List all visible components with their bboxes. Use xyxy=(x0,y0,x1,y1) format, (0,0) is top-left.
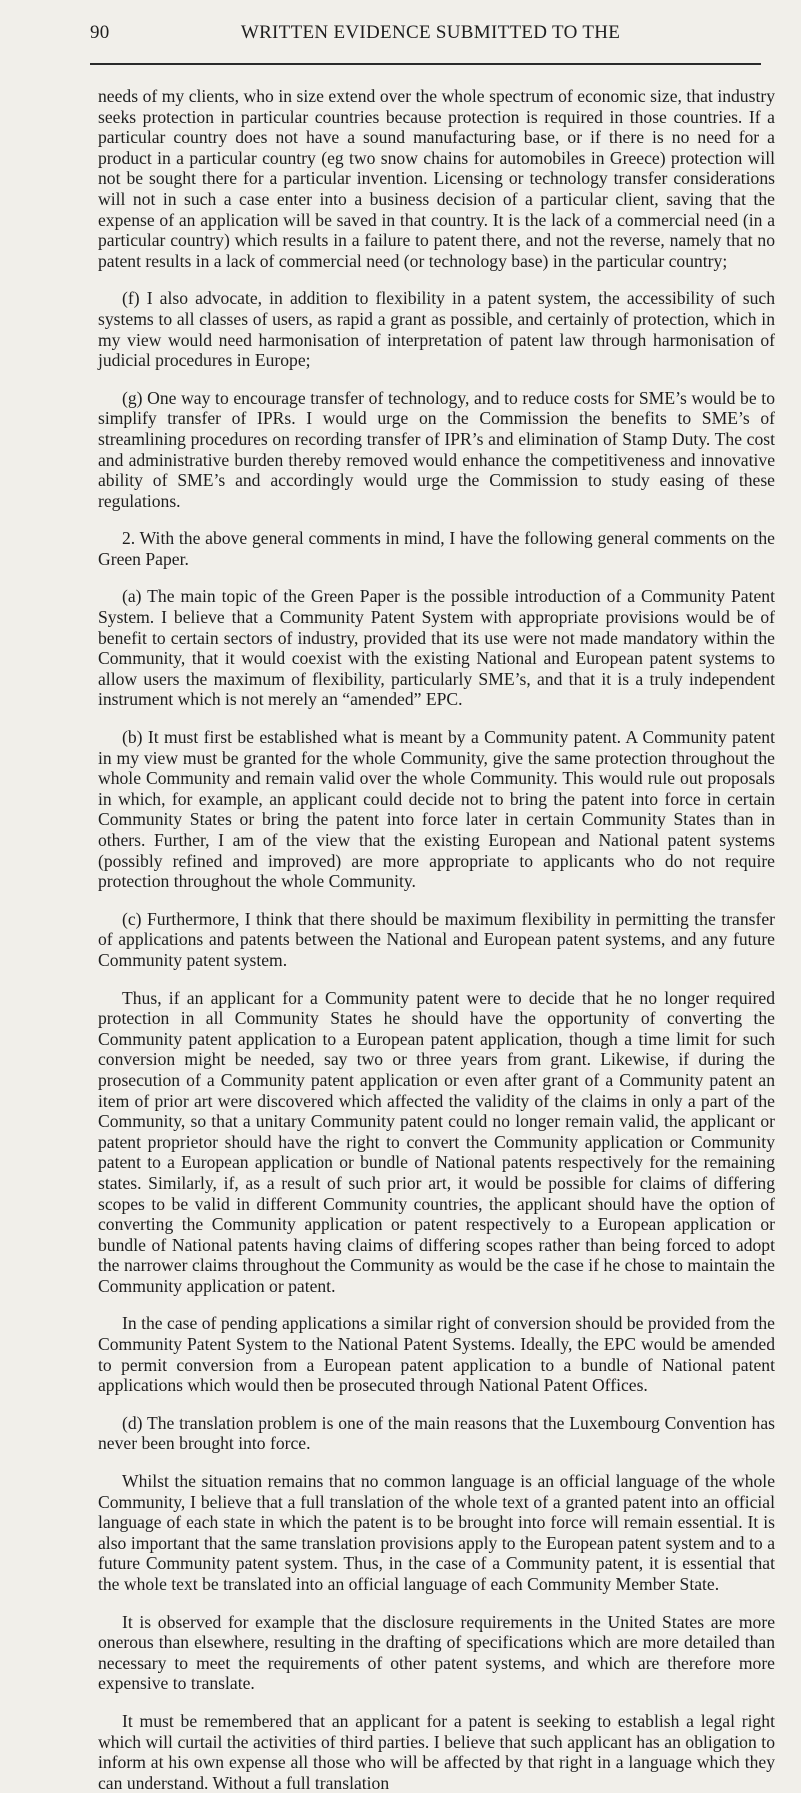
paragraph: (c) Furthermore, I think that there should be maximum flexibility in permitting the transfer of applications and patents between the National and European patent systems, and any future Community patent system. xyxy=(98,908,775,970)
paragraph: It must be remembered that an applicant for a patent is seeking to establish a legal right which will curtail the activities of third parties. I believe that such applicant has an obligation to inform at his own expense all those who will be affected by that right in a language which they can understand. Without a full translation xyxy=(98,1710,775,1793)
running-title: WRITTEN EVIDENCE SUBMITTED TO THE xyxy=(240,22,621,43)
paragraph: Thus, if an applicant for a Community patent were to decide that he no longer required protection in all Community States he should have the opportunity of converting the Community patent application to a European patent application, though a time limit for such conversion might be needed, say two or three years from grant. Likewise, if during the prosecution of a Community patent application or even after grant of a Community patent an item of prior art were discovered which affected the validity of the claims in only a part of the Community, so that a unitary Community patent could no longer remain valid, the applicant or patent proprietor should have the right to convert the Community application or Community patent to a European application or bundle of National patents respectively for the remaining states. Similarly, if, as a result of such prior art, it would be possible for claims of differing scopes to be valid in different Community countries, the applicant should have the option of converting the Community application or patent respectively to a European application or bundle of National patents having claims of differing scopes rather than being forced to adopt the narrower claims throughout the Community as would be the case if he chose to maintain the Community application or patent. xyxy=(98,987,775,1296)
paragraph: (f) I also advocate, in addition to flexibility in a patent system, the accessibility of such systems to all classes of users, as rapid a grant as possible, and certainly of protection, which in my view would need harmonisation of interpretation of patent law through harmonisation of judicial procedures in Europe; xyxy=(98,288,775,371)
page-header xyxy=(90,22,741,44)
paragraph: (g) One way to encourage transfer of technology, and to reduce costs for SME’s would be to simplify transfer of IPRs. I would urge on the Commission the benefits to SME’s of streamlining procedures on recording transfer of IPR’s and elimination of Stamp Duty. The cost and administrative burden thereby removed would enhance the competitiveness and innovative ability of SME’s and accordingly would urge the Commission to study easing of these regulations. xyxy=(98,387,775,511)
paragraph: In the case of pending applications a similar right of conversion should be provided from the Community Patent System to the National Patent Systems. Ideally, the EPC would be amended to permit conversion from a European patent application to a bundle of National patent applications which would then be prosecuted through National Patent Offices. xyxy=(98,1313,775,1396)
paragraph: needs of my clients, who in size extend over the whole spectrum of economic size, that industry seeks protection in particular countries because protection is required in those countries. If a particular country does not have a sound manufacturing base, or if there is no need for a product in a particular country (eg two snow chains for automobiles in Greece) protection will not be sought there for a particular invention. Licensing or technology transfer considerations will not in such a case enter into a business decision of a particular client, saving that the expense of an application will be saved in that country. It is the lack of a commercial need (in a particular country) which results in a failure to patent there, and not the reverse, namely that no patent results in a lack of commercial need (or technology base) in the particular country; xyxy=(98,86,775,271)
paragraph: 2. With the above general comments in mind, I have the following general comments on the Green Paper. xyxy=(98,528,775,569)
header-rule xyxy=(90,63,761,65)
paragraph: It is observed for example that the disclosure requirements in the United States are more onerous than elsewhere, resulting in the drafting of specifications which are more detailed than necessary to meet the requirements of other patent systems, and which are therefore more expensive to translate. xyxy=(98,1611,775,1694)
paragraph: (b) It must first be established what is meant by a Community patent. A Community patent in my view must be granted for the whole Community, give the same protection throughout the whole Community and remain valid over the whole Community. This would rule out proposals in which, for example, an applicant could decide not to bring the patent into force in certain Community States or bring the patent into force later in certain Community States than in others. Further, I am of the view that the existing European and National patent systems (possibly refined and improved) are more appropriate to applicants who do not require protection throughout the whole Community. xyxy=(98,727,775,892)
paragraph: (a) The main topic of the Green Paper is the possible introduction of a Community Patent System. I believe that a Community Patent System with appropriate provisions would be of benefit to certain sectors of industry, provided that its use were not made mandatory within the Community, that it would coexist with the existing National and European patent systems to allow users the maximum of flexibility, particularly SME’s, and that it is a truly independent instrument which is not merely an “amended” EPC. xyxy=(98,586,775,710)
paragraph: Whilst the situation remains that no common language is an official language of the whole Community, I believe that a full translation of the whole text of a granted patent into an official language of each state in which the patent is to be brought into force will remain essential. It is also important that the same translation provisions apply to the European patent system and to a future Community patent system. Thus, in the case of a Community patent, it is essential that the whole text be translated into an official language of each Community Member State. xyxy=(98,1471,775,1594)
paragraph: (d) The translation problem is one of the main reasons that the Luxembourg Convention has never been brought into force. xyxy=(98,1412,775,1454)
body-text xyxy=(98,86,775,1793)
page-number: 90 xyxy=(90,22,110,43)
